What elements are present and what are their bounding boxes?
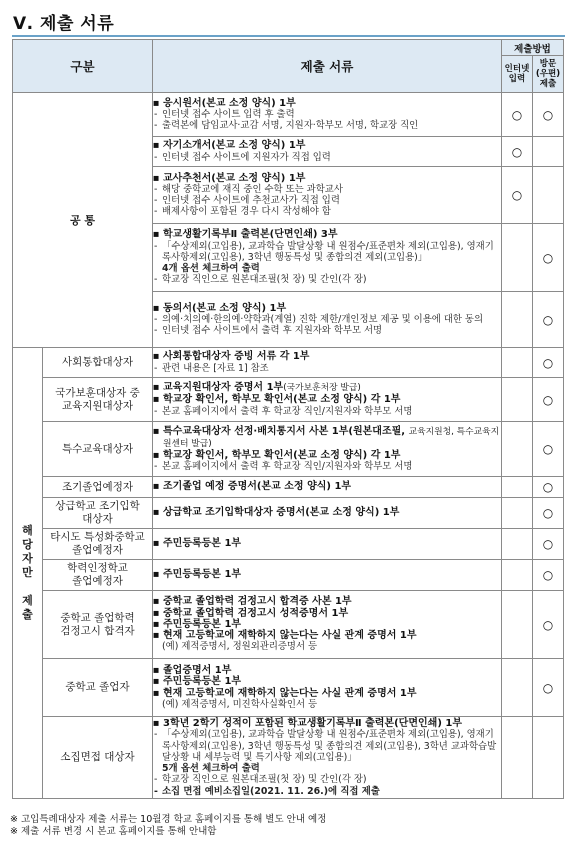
online-mark-empty (502, 560, 533, 591)
specific-row-specialized: 타시도 특성화중학교 졸업예정자 ■ 주민등록등본 1부 ○ (13, 529, 564, 560)
postal-mark: ○ (533, 378, 564, 422)
postal-mark: ○ (533, 292, 564, 348)
common-row-self-intro: ■ 자기소개서(본교 소정 양식) 1부 - 인터넷 접수 사이트에 지원자가 직접 입력 ○ (13, 137, 564, 167)
online-mark-empty (502, 378, 533, 422)
specific-row-social: 해 당 자 만 제 출 사회통합대상자 ■ 사회통합대상자 증빙 서류 각 1부 - 관련 내용은 [자료 1] 참조 ○ (13, 348, 564, 378)
common-row-application: 공 통 ■ 응시원서(본교 소정 양식) 1부 - 인터넷 접수 사이트 입력 후 출력 - 출력본에 담임교사·교감 서명, 지원자·학부모 서명, 학교장 직인 ○ ○ (13, 93, 564, 137)
online-mark: ○ (502, 93, 533, 137)
online-mark: ○ (502, 137, 533, 167)
specific-row-early-entry: 상급학교 조기입학 대상자 ■ 상급학교 조기입학대상자 증명서(본교 소정 양식) 1부 ○ (13, 498, 564, 529)
footnotes (10, 814, 326, 838)
online-mark-empty (502, 498, 533, 529)
postal-mark: ○ (533, 348, 564, 378)
online-mark-empty (502, 477, 533, 498)
postal-mark: ○ (533, 477, 564, 498)
common-row-recommendation: ■ 교사추천서(본교 소정 양식) 1부 - 해당 중학교에 재직 중인 수학 또는 과학교사 - 인터넷 접수 사이트에 추천교사가 직접 입력 - 배제사항이 포함된 경우 다시 작성해야 함 ○ (13, 167, 564, 224)
documents-table (12, 39, 564, 799)
postal-mark-empty (533, 137, 564, 167)
online-mark-empty (502, 659, 533, 717)
common-label: 공 통 (13, 93, 153, 348)
postal-mark: ○ (533, 498, 564, 529)
online-mark-empty (502, 292, 533, 348)
online-mark-empty (502, 591, 533, 659)
postal-mark: ○ (533, 224, 564, 292)
online-mark-empty (502, 348, 533, 378)
specific-row-ged: 중학교 졸업학력 검정고시 합격자 ■ 중학교 졸업학력 검정고시 합격증 사본 1부 ■ 중학교 졸업학력 검정고시 성적증명서 1부 ■ 주민등록등본 1부 ■ 현재 고등학교에 재학하지 않는다는 사실 관계 증명서 1부 (예) 제적증명서, 정원외관리증명서 등 ○ (13, 591, 564, 659)
online-mark-empty (502, 224, 533, 292)
postal-mark-empty (533, 717, 564, 799)
postal-mark: ○ (533, 659, 564, 717)
postal-mark: ○ (533, 529, 564, 560)
specific-row-interview: 소집면접 대상자 ■ 3학년 2학기 성적이 포함된 학교생활기록부Ⅱ 출력본(단면인쇄) 1부 - 「수상제외(고입용), 교과학습 발달상황 내 원점수/표준편차 제외(고입용), 영재기록사항제외(고입용), 3학년 행동특성 및 종합의견 제외(고입용), 3학년 교과학습발달상황 내 세부능력 및 특기사항 제외(고입용)」 5개 옵션 체크하여 출력 - 학교장 직인으로 원본대조필(첫 장) 및 간인(각 장) - 소집 면접 예비소집일(2021. 11. 26.)에 직접 제출 (13, 717, 564, 799)
footnote: ※ 제출 서류 변경 시 본교 홈페이지를 통해 안내함 (10, 826, 217, 837)
postal-mark-empty (533, 167, 564, 224)
postal-mark: ○ (533, 560, 564, 591)
common-row-consent: ■ 동의서(본교 소정 양식) 1부 - 의예·치의예·한의예·약학과(계열) 진학 제한/개인정보 제공 및 이용에 대한 동의 - 인터넷 접수 사이트에서 출력 후 지원자와 학부모 서명 ○ (13, 292, 564, 348)
postal-mark: ○ (533, 93, 564, 137)
specific-row-accredited: 학력인정학교 졸업예정자 ■ 주민등록등본 1부 ○ (13, 560, 564, 591)
online-mark: ○ (502, 167, 533, 224)
postal-mark: ○ (533, 422, 564, 477)
specific-row-graduate: 중학교 졸업자 ■ 졸업증명서 1부 ■ 주민등록등본 1부 ■ 현재 고등학교에 재학하지 않는다는 사실 관계 증명서 1부 (예) 제적증명서, 미진학사실확인서 등 ○ (13, 659, 564, 717)
header-method: 제출방법 (502, 40, 564, 56)
title-underline (12, 35, 565, 37)
specific-row-early-grad: 조기졸업예정자 ■ 조기졸업 예정 증명서(본교 소정 양식) 1부 ○ (13, 477, 564, 498)
applicable-label: 해 당 자 만 제 출 (13, 348, 43, 799)
header-category: 구분 (13, 40, 153, 93)
online-mark-empty (502, 529, 533, 560)
header-postal: 방문 (우편) 제출 (533, 56, 564, 93)
header-documents: 제출 서류 (153, 40, 502, 93)
section-title: Ⅴ. 제출 서류 (13, 14, 115, 34)
postal-mark: ○ (533, 591, 564, 659)
online-mark-empty (502, 717, 533, 799)
footnote: ※ 고입특례대상자 제출 서류는 10월경 학교 홈페이지를 통해 별도 안내 예정 (10, 814, 327, 825)
common-row-record: ■ 학교생활기록부Ⅱ 출력본(단면인쇄) 3부 - 「수상제외(고입용), 교과학습 발달상황 내 원점수/표준편차 제외(고입용), 영재기록사항제외(고입용), 3학년 행동특성 및 종합의견 제외(고입용)」 4개 옵션 체크하여 출력 - 학교장 직인으로 원본대조필(첫 장) 및 간인(각 장) ○ (13, 224, 564, 292)
specific-row-veterans: 국가보훈대상자 중 교육지원대상자 ■ 교육지원대상자 증명서 1부(국가보훈처장 발급) ■ 학교장 확인서, 학부모 확인서(본교 소정 양식) 각 1부 - 본교 홈페이지에서 출력 후 학교장 직인/지원자와 학부모 서명 ○ (13, 378, 564, 422)
specific-row-special-ed: 특수교육대상자 ■ 특수교육대상자 선정·배치통지서 사본 1부(원본대조필, 교육지원청, 특수교육지원센터 발급) ■ 학교장 확인서, 학부모 확인서(본교 소정 양식) 각 1부 - 본교 홈페이지에서 출력 후 학교장 직인/지원자와 학부모 서명 ○ (13, 422, 564, 477)
online-mark-empty (502, 422, 533, 477)
header-online: 인터넷 입력 (502, 56, 533, 93)
